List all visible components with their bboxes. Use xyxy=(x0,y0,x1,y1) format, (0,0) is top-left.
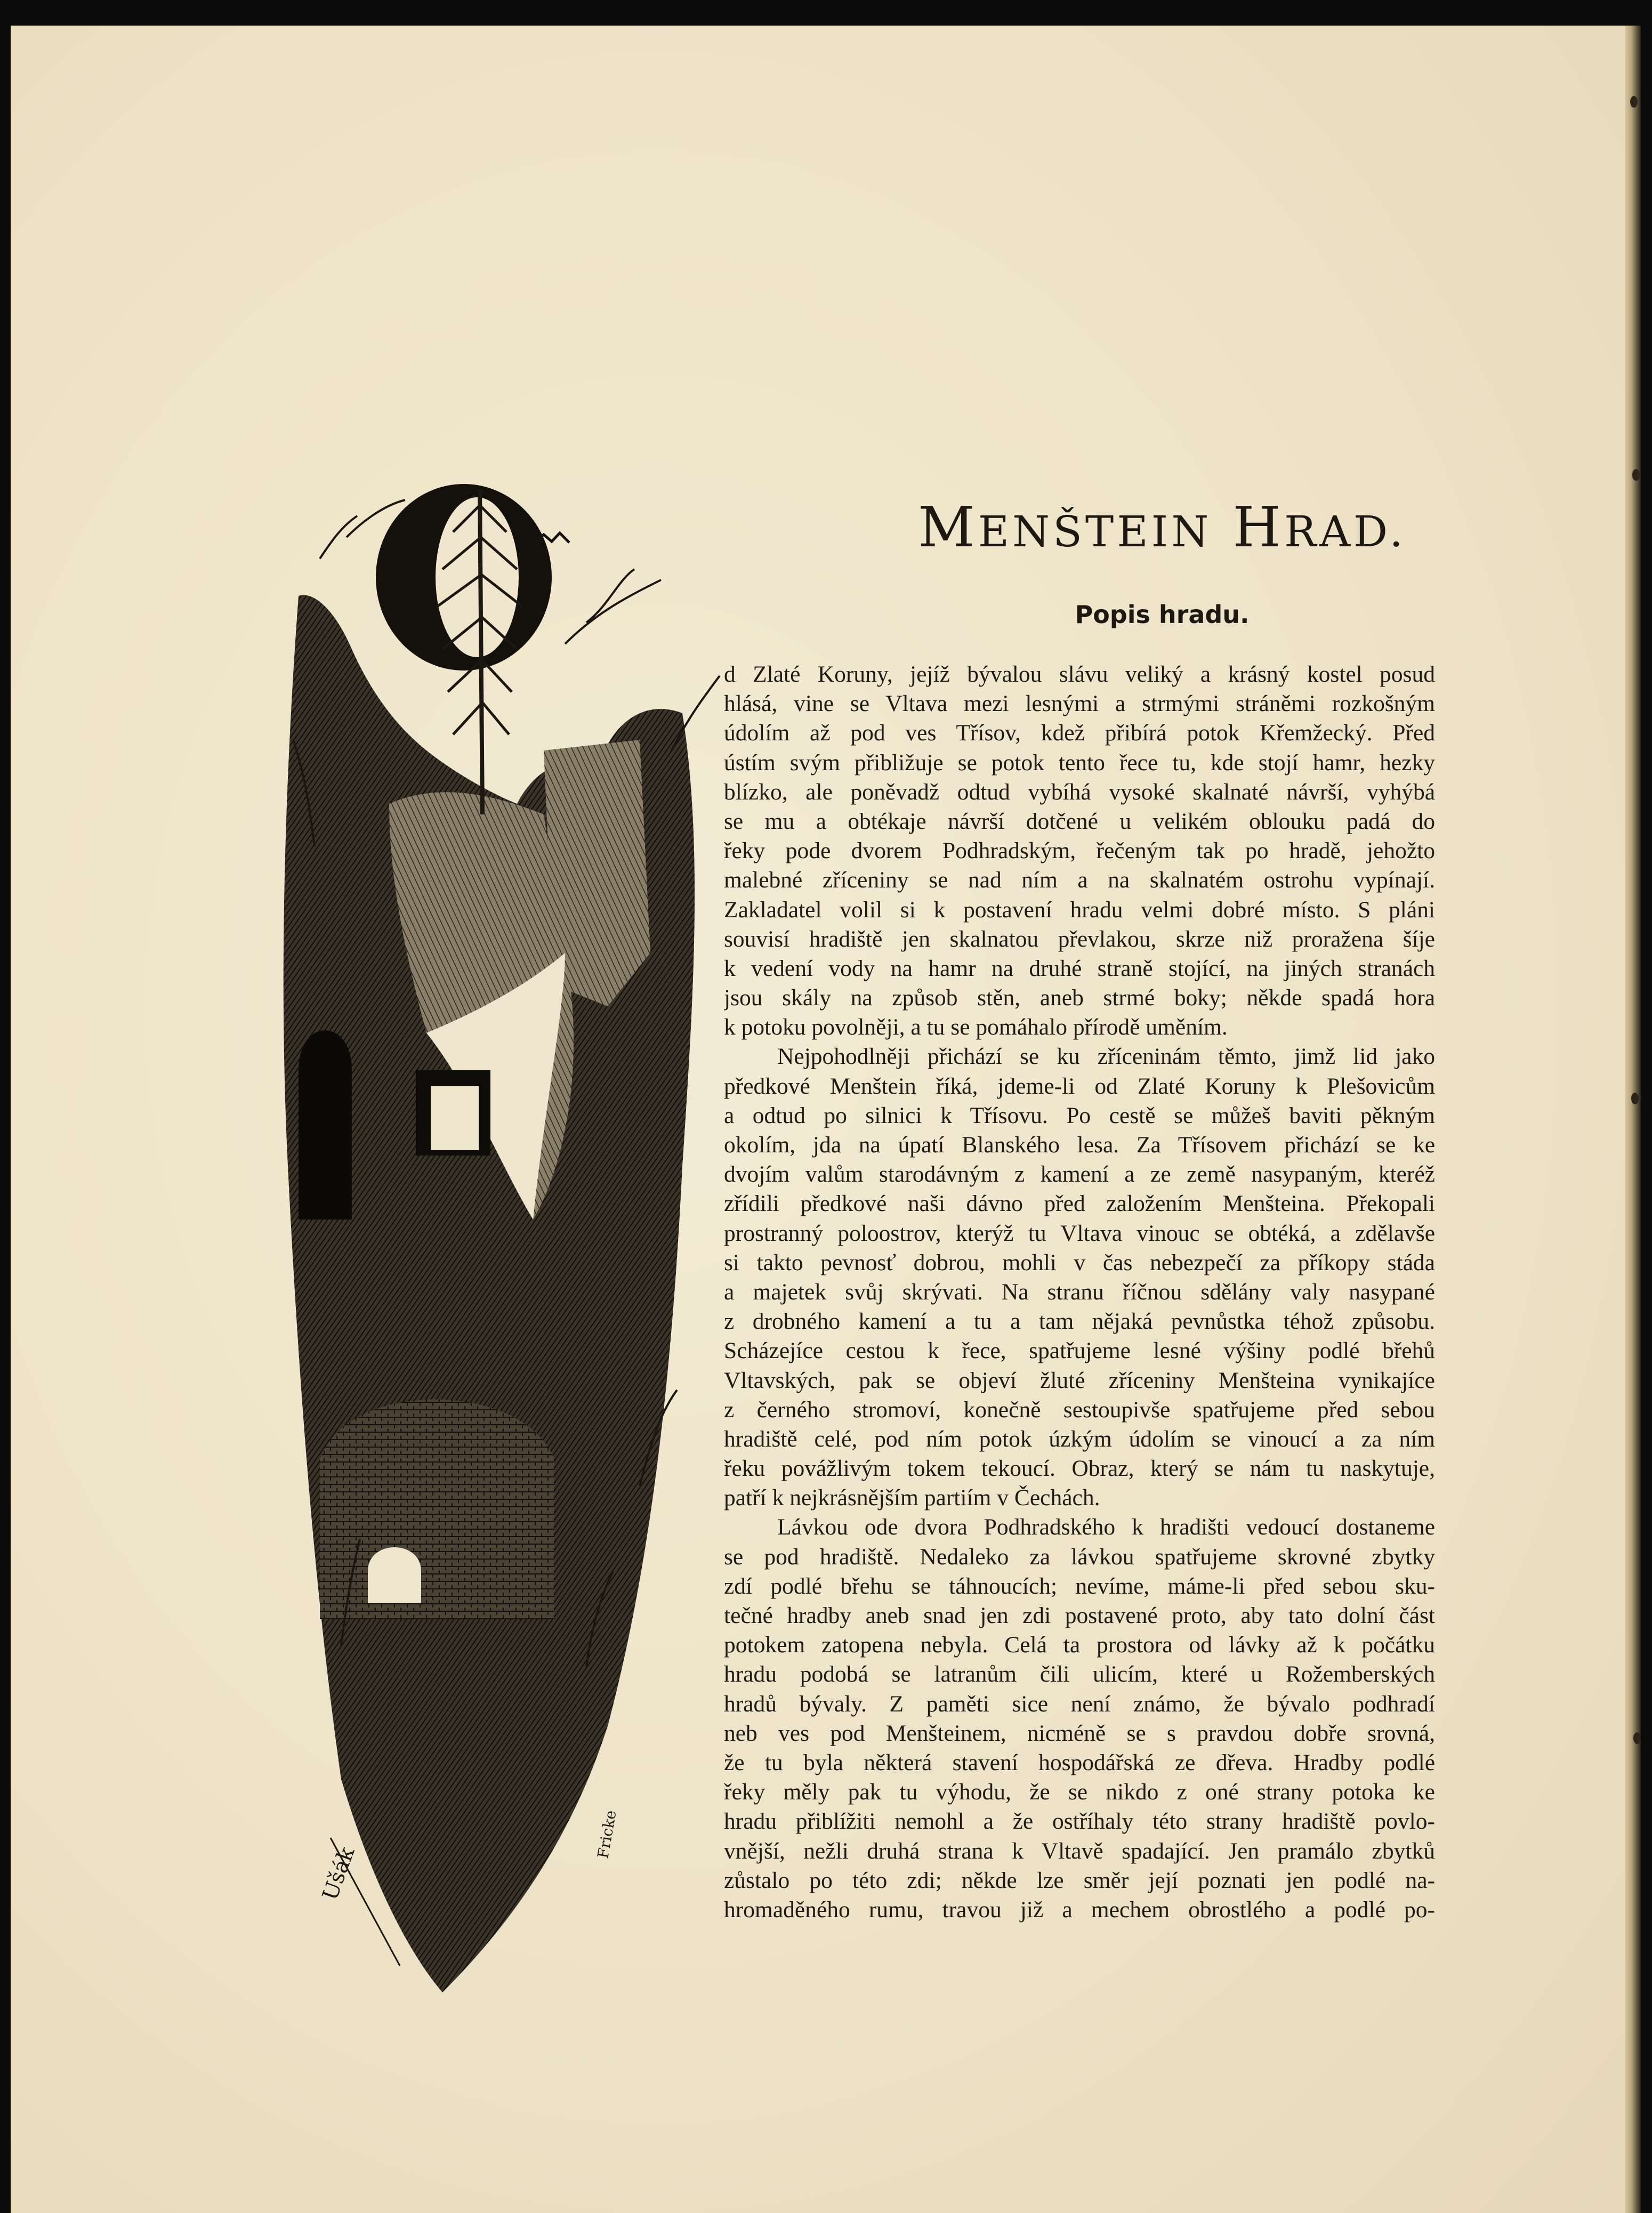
page-edge-shadow xyxy=(1625,26,1641,2213)
text-line: že tu byla některá stavení hospodářská ze dřeva. Hradby podlé xyxy=(724,1749,1435,1775)
title-cap-h: H xyxy=(1232,495,1285,560)
text-line: Scházejíce cestou k řece, spatřujeme lesné výšiny podlé břehů xyxy=(724,1338,1435,1364)
title-rest-2: RAD. xyxy=(1284,507,1406,556)
text-line: a majetek svůj skrývati. Na stranu říčnou sdělány valy nasypané xyxy=(724,1279,1435,1305)
text-line: hradu přiblížiti nemohl a že ostříhaly této strany hradiště povlo- xyxy=(724,1808,1435,1835)
text-line: hradu podobá se latranům čili ulicím, které u Rožemberských xyxy=(724,1661,1435,1687)
text-line: Nejpohodlněji přichází se ku zříceninám těmto, jimž lid jako xyxy=(777,1044,1435,1070)
text-line: údolím až pod ves Třísov, kdež přibírá potok Křemžecký. Před xyxy=(724,720,1435,746)
text-line: zřídili předkové naši dávno před založením Menšteina. Překopali xyxy=(724,1191,1435,1217)
text-line: a odtud po silnici k Třísovu. Po cestě se můžeš baviti pěkným xyxy=(724,1102,1435,1128)
vault-opening xyxy=(368,1547,421,1603)
text-line: se pod hradiště. Nedaleko za lávkou spatřujeme skrovné zbytky xyxy=(724,1544,1435,1570)
text-line: hradiště celé, pod ním potok úzkým údolím se vinoucí a za ním xyxy=(724,1426,1435,1452)
title-rest-1: ENŠTEIN xyxy=(978,507,1212,556)
text-line: potokem zatopena nebyla. Celá ta prostora od lávky až k počátku xyxy=(724,1632,1435,1658)
text-line: tečné hradby aneb snad jen zdi postavené proto, aby tato dolní část xyxy=(724,1603,1435,1628)
text-line: k potoku povolněji, a tu se pomáhalo přírodě uměním. xyxy=(724,1014,1228,1040)
edge-mark xyxy=(1630,96,1638,108)
text-line: dvojím valům starodávným z kamení a ze země nasypaným, kteréž xyxy=(724,1161,1435,1188)
edge-mark xyxy=(1633,1732,1641,1744)
text-line: hradů bývaly. Z paměti sice není známo, že bývalo podhradí xyxy=(724,1691,1435,1717)
page-title xyxy=(842,495,1482,560)
text-line: zůstalo po této zdi; někde lze směr její poznati jen podlé na- xyxy=(724,1867,1435,1893)
text-line: z drobného kamení a tu a tam nějaká pevnůstka téhož způsobu. xyxy=(724,1309,1435,1335)
text-line: řeky pode dvorem Podhradským, řečeným tak po hradě, jehožto xyxy=(724,838,1435,864)
text-line: malebné zříceniny se nad ním a na skalnatém ostrohu vypínají. xyxy=(724,867,1435,893)
brick-vault xyxy=(320,1400,554,1620)
text-line: Vltavských, pak se objeví žluté zříceniny Menšteina vynikajíce xyxy=(724,1367,1435,1393)
text-line: Lávkou ode dvora Podhradského k hradišti vedoucí dostaneme xyxy=(777,1514,1435,1540)
text-line: okolím, jda na úpatí Blanského lesa. Za Třísovem přichází se ke xyxy=(724,1132,1435,1158)
text-line: Zakladatel volil si k postavení hradu velmi dobré místo. S pláni xyxy=(724,896,1435,923)
text-line: neb ves pod Menšteinem, nicméně se s pravdou dobře srovná, xyxy=(724,1720,1435,1746)
text-line: k vedení vody na hamr na druhé straně stojící, na jiných stranách xyxy=(724,955,1435,981)
text-line: souvisí hradiště jen skalnatou převlakou, skrze niž proražena šíje xyxy=(724,926,1435,952)
text-line: předkové Menštein říká, jdeme-li od Zlaté Koruny k Plešovicům xyxy=(724,1073,1435,1099)
artist-signature-left: Ušák xyxy=(318,1844,360,1904)
body-text xyxy=(724,660,1435,1925)
text-line: si takto pevnosť dobrou, mohli v čas nebezpečí za příkopy stáda xyxy=(724,1249,1435,1275)
text-line: d Zlaté Koruny, jejíž bývalou slávu veliký a krásný kostel posud xyxy=(724,661,1435,687)
text-line: prostranný poloostrov, kterýž tu Vltava vinouc se obtéká, a zdělavše xyxy=(724,1220,1435,1246)
text-line: ústím svým přibližuje se potok tento řece tu, kde stojí hamr, hezky xyxy=(724,749,1435,776)
text-line: vnější, nežli druhá strana k Vltavě spadající. Jen pramálo zbytků xyxy=(724,1838,1435,1864)
text-line: řeku povážlivým tokem tekoucí. Obraz, který se nám tu naskytuje, xyxy=(724,1456,1435,1482)
artist-signature-right: Fricke xyxy=(594,1808,620,1860)
edge-mark xyxy=(1631,1093,1639,1104)
text-line: hromaděného rumu, travou již a mechem obrostlého a podlé po- xyxy=(724,1896,1435,1923)
ruin-arch-left xyxy=(299,1030,352,1219)
engraving-illustration xyxy=(267,473,725,2008)
title-cap-m: M xyxy=(918,495,978,560)
text-line: řeky měly pak tu výhodu, že se nikdo z oné strany potoka ke xyxy=(724,1779,1435,1805)
text-line: blízko, ale poněvadž odtud vybíhá vysoké skalnaté návrší, vyhýbá xyxy=(724,779,1435,805)
section-subtitle: Popis hradu. xyxy=(1075,600,1250,629)
text-line: z černého stromoví, konečně sestoupivše spatřujeme před sebou xyxy=(724,1396,1435,1423)
book-page xyxy=(11,26,1631,2213)
text-line: se mu a obtékaje návrší dotčené u velikém oblouku padá do xyxy=(724,808,1435,834)
text-line: zdí podlé břehu se táhnoucích; nevíme, máme-li před sebou sku- xyxy=(724,1573,1435,1599)
text-line: hlásá, vine se Vltava mezi lesnými a strmými stráněmi rozkošným xyxy=(724,691,1435,717)
text-line: patří k nejkrásnějším partiím v Čechách. xyxy=(724,1485,1100,1511)
text-line: jsou skály na způsob stěn, aneb strmé boky; někde spadá hora xyxy=(724,985,1435,1011)
edge-mark xyxy=(1632,469,1640,481)
ruin-window xyxy=(431,1086,479,1150)
